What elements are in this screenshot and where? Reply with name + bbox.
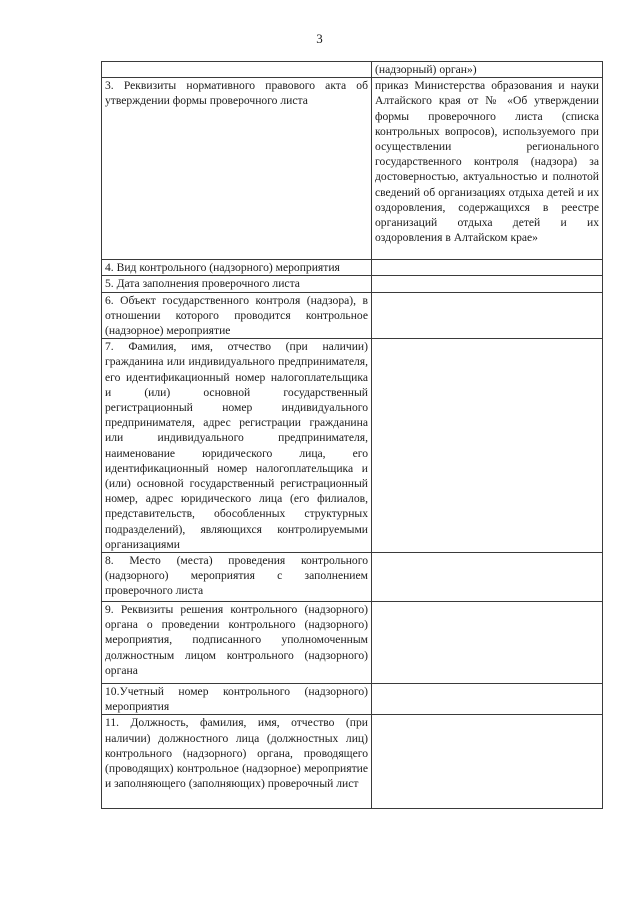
value-cell [372, 602, 603, 684]
label-cell [102, 684, 372, 715]
checklist-form-table [101, 61, 603, 809]
label-cell [102, 292, 372, 339]
table-row [102, 602, 603, 684]
table-row [102, 276, 603, 292]
label-cell [102, 339, 372, 553]
label-cell [102, 276, 372, 292]
label-cell [102, 602, 372, 684]
row-label: 3. Реквизиты нормативного правового акта об утверждении формы проверочного листа [105, 79, 368, 108]
value-cell [372, 684, 603, 715]
table-row [102, 260, 603, 276]
table-row [102, 292, 603, 339]
value-cell [372, 78, 603, 260]
table-row [102, 715, 603, 809]
row-label: 4. Вид контрольного (надзорного) мероприятия [105, 261, 340, 275]
row-label: 9. Реквизиты решения контрольного (надзорного) органа о проведении контрольного (надзорного) мероприятия, подписанного уполномоченным должностным лицом контрольного (надзорного) органа [105, 603, 368, 677]
table-row [102, 62, 603, 78]
value-cell [372, 62, 603, 78]
label-cell [102, 62, 372, 78]
table-row [102, 78, 603, 260]
value-cell [372, 292, 603, 339]
table-row [102, 553, 603, 602]
row-label: 7. Фамилия, имя, отчество (при наличии) гражданина или индивидуального предпринимателя, его идентификационный номер налогоплательщика и (или) основной государственный регистрационный номер индивидуального предпринимателя, адрес регистрации гражданина или индивидуального предпринимателя, наименование юридического лица, его идентификационный номер налогоплательщика и (или) основной государственный регистрационный номер, адрес юридического лица (его филиалов, представительств, обособленных структурных подразделений), являющихся контролируемыми организациями [105, 340, 368, 551]
value-cell [372, 553, 603, 602]
row-value: приказ Министерства образования и науки Алтайского края от № «Об утверждении формы проверочного листа (списка контрольных вопросов), используемого при осуществлении регионального государственного контроля (надзора) за достоверностью, актуальностью и полнотой сведений об организациях отдыха детей и их оздоровления, содержащихся в реестре организаций отдыха детей и их оздоровления в Алтайском крае» [375, 79, 599, 245]
page-number: 3 [316, 31, 323, 46]
label-cell [102, 78, 372, 260]
table-row [102, 339, 603, 553]
value-cell [372, 276, 603, 292]
row-label: 6. Объект государственного контроля (надзора), в отношении которого проводится контрольное (надзорное) мероприятие [105, 293, 368, 338]
value-cell [372, 715, 603, 809]
row-label: 8. Место (места) проведения контрольного (надзорного) мероприятия с заполнением проверочного листа [105, 554, 368, 598]
table-row [102, 684, 603, 715]
value-cell [372, 339, 603, 553]
label-cell [102, 553, 372, 602]
label-cell [102, 715, 372, 809]
row-label: 10.Учетный номер контрольного (надзорного) мероприятия [105, 685, 368, 714]
continuation-text: (надзорный) орган») [375, 63, 477, 76]
value-cell [372, 260, 603, 276]
label-cell [102, 260, 372, 276]
row-label: 11. Должность, фамилия, имя, отчество (при наличии) должностного лица (должностных лиц) контрольного (надзорного) органа, проводящего (проводящих) контрольное (надзорное) мероприятие и заполняющего (заполняющих) проверочный лист [105, 716, 368, 791]
row-label: 5. Дата заполнения проверочного листа [105, 277, 300, 291]
